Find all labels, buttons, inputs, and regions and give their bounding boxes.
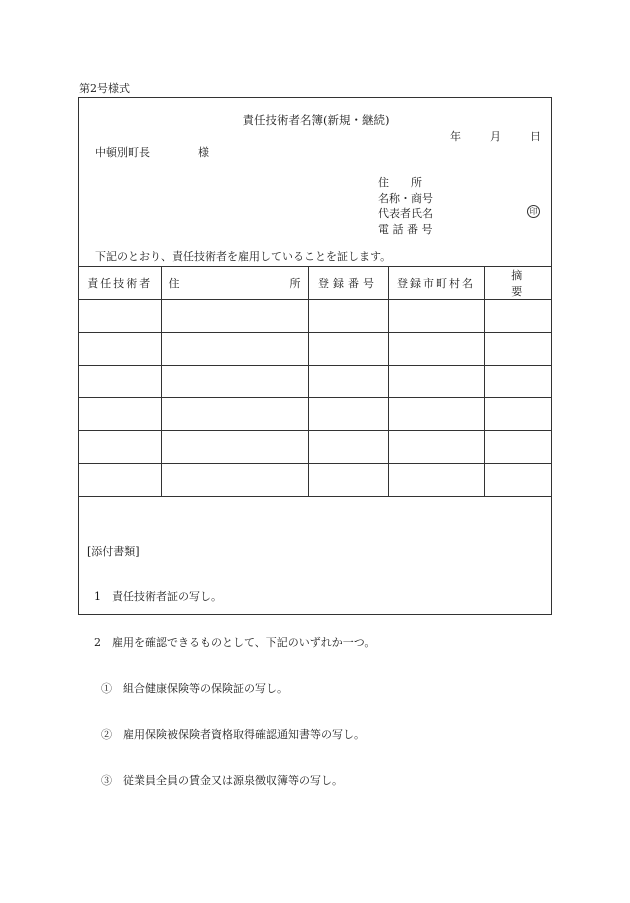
applicant-phone-label: 電 話 番 号 [378,223,433,236]
certification-statement: 下記のとおり、責任技術者を雇用していることを証します。 [95,250,392,263]
date-line [450,131,541,142]
table-cell[interactable] [161,431,308,464]
table-cell[interactable] [79,300,161,333]
attachments-heading: [添付書類] [87,544,140,558]
table-cell[interactable] [79,332,161,365]
addressee [95,147,209,158]
form-number-label: 第2号様式 [79,82,130,95]
table-cell[interactable] [161,332,308,365]
table-cell[interactable] [308,365,388,398]
header-address-char2: 所 [289,277,301,290]
table-cell[interactable] [388,398,484,431]
table-cell[interactable] [484,332,551,365]
table-cell[interactable] [308,398,388,431]
table-cell[interactable] [308,332,388,365]
table-cell[interactable] [308,300,388,333]
attachment-item: 1 責任技術者証の写し。 [94,590,222,604]
header-registered-municipality: 登録市町村名 [388,267,484,300]
applicant-company-label: 名称・商号 [378,192,433,205]
attachments-section [87,513,375,819]
applicant-address-label: 住 所 [378,176,422,189]
attachment-subitem: ① 組合健康保険等の保険証の写し。 [101,682,288,696]
table-header-row [79,267,551,300]
table-cell[interactable] [308,431,388,464]
table-cell[interactable] [484,300,551,333]
table-cell[interactable] [388,332,484,365]
table-cell[interactable] [79,365,161,398]
form-frame [78,97,552,788]
table-cell[interactable] [484,365,551,398]
header-technician: 責任技術者 [79,267,161,300]
table-cell[interactable] [161,463,308,496]
table-row [79,431,551,464]
document-title: 責任技術者名簿(新規・継続) [242,113,390,127]
date-year-label: 年 [450,130,461,143]
table-cell[interactable] [79,431,161,464]
table-row [79,365,551,398]
table-cell[interactable] [484,431,551,464]
table-row [79,463,551,496]
table-cell[interactable] [388,431,484,464]
header-address-char1: 住 [168,277,180,290]
technician-table [79,266,551,497]
table-row [79,300,551,333]
addressee-name: 中頓別町長 [95,146,150,159]
table-row [79,332,551,365]
seal-mark: 印 [527,205,540,218]
table-cell[interactable] [388,463,484,496]
table-cell[interactable] [79,463,161,496]
date-month-label: 月 [490,130,501,143]
table-cell[interactable] [388,300,484,333]
table-cell[interactable] [388,365,484,398]
addressee-honorific: 様 [198,146,209,159]
table-cell[interactable] [308,463,388,496]
table-cell[interactable] [161,365,308,398]
header-address [161,267,308,300]
attachment-item: 2 雇用を確認できるものとして、下記のいずれか一つ。 [94,636,376,650]
table-cell[interactable] [484,463,551,496]
attachment-subitem: ③ 従業員全員の賃金又は源泉徴収簿等の写し。 [101,774,343,788]
table-cell[interactable] [79,398,161,431]
header-remarks: 摘要 [484,267,551,300]
applicant-representative-label: 代表者氏名 [378,207,433,220]
table-cell[interactable] [484,398,551,431]
table-cell[interactable] [161,300,308,333]
table-row [79,398,551,431]
attachment-subitem: ② 雇用保険被保険者資格取得確認通知書等の写し。 [101,728,365,742]
header-registration-number: 登録番号 [308,267,388,300]
table-cell[interactable] [161,398,308,431]
date-day-label: 日 [530,130,541,143]
